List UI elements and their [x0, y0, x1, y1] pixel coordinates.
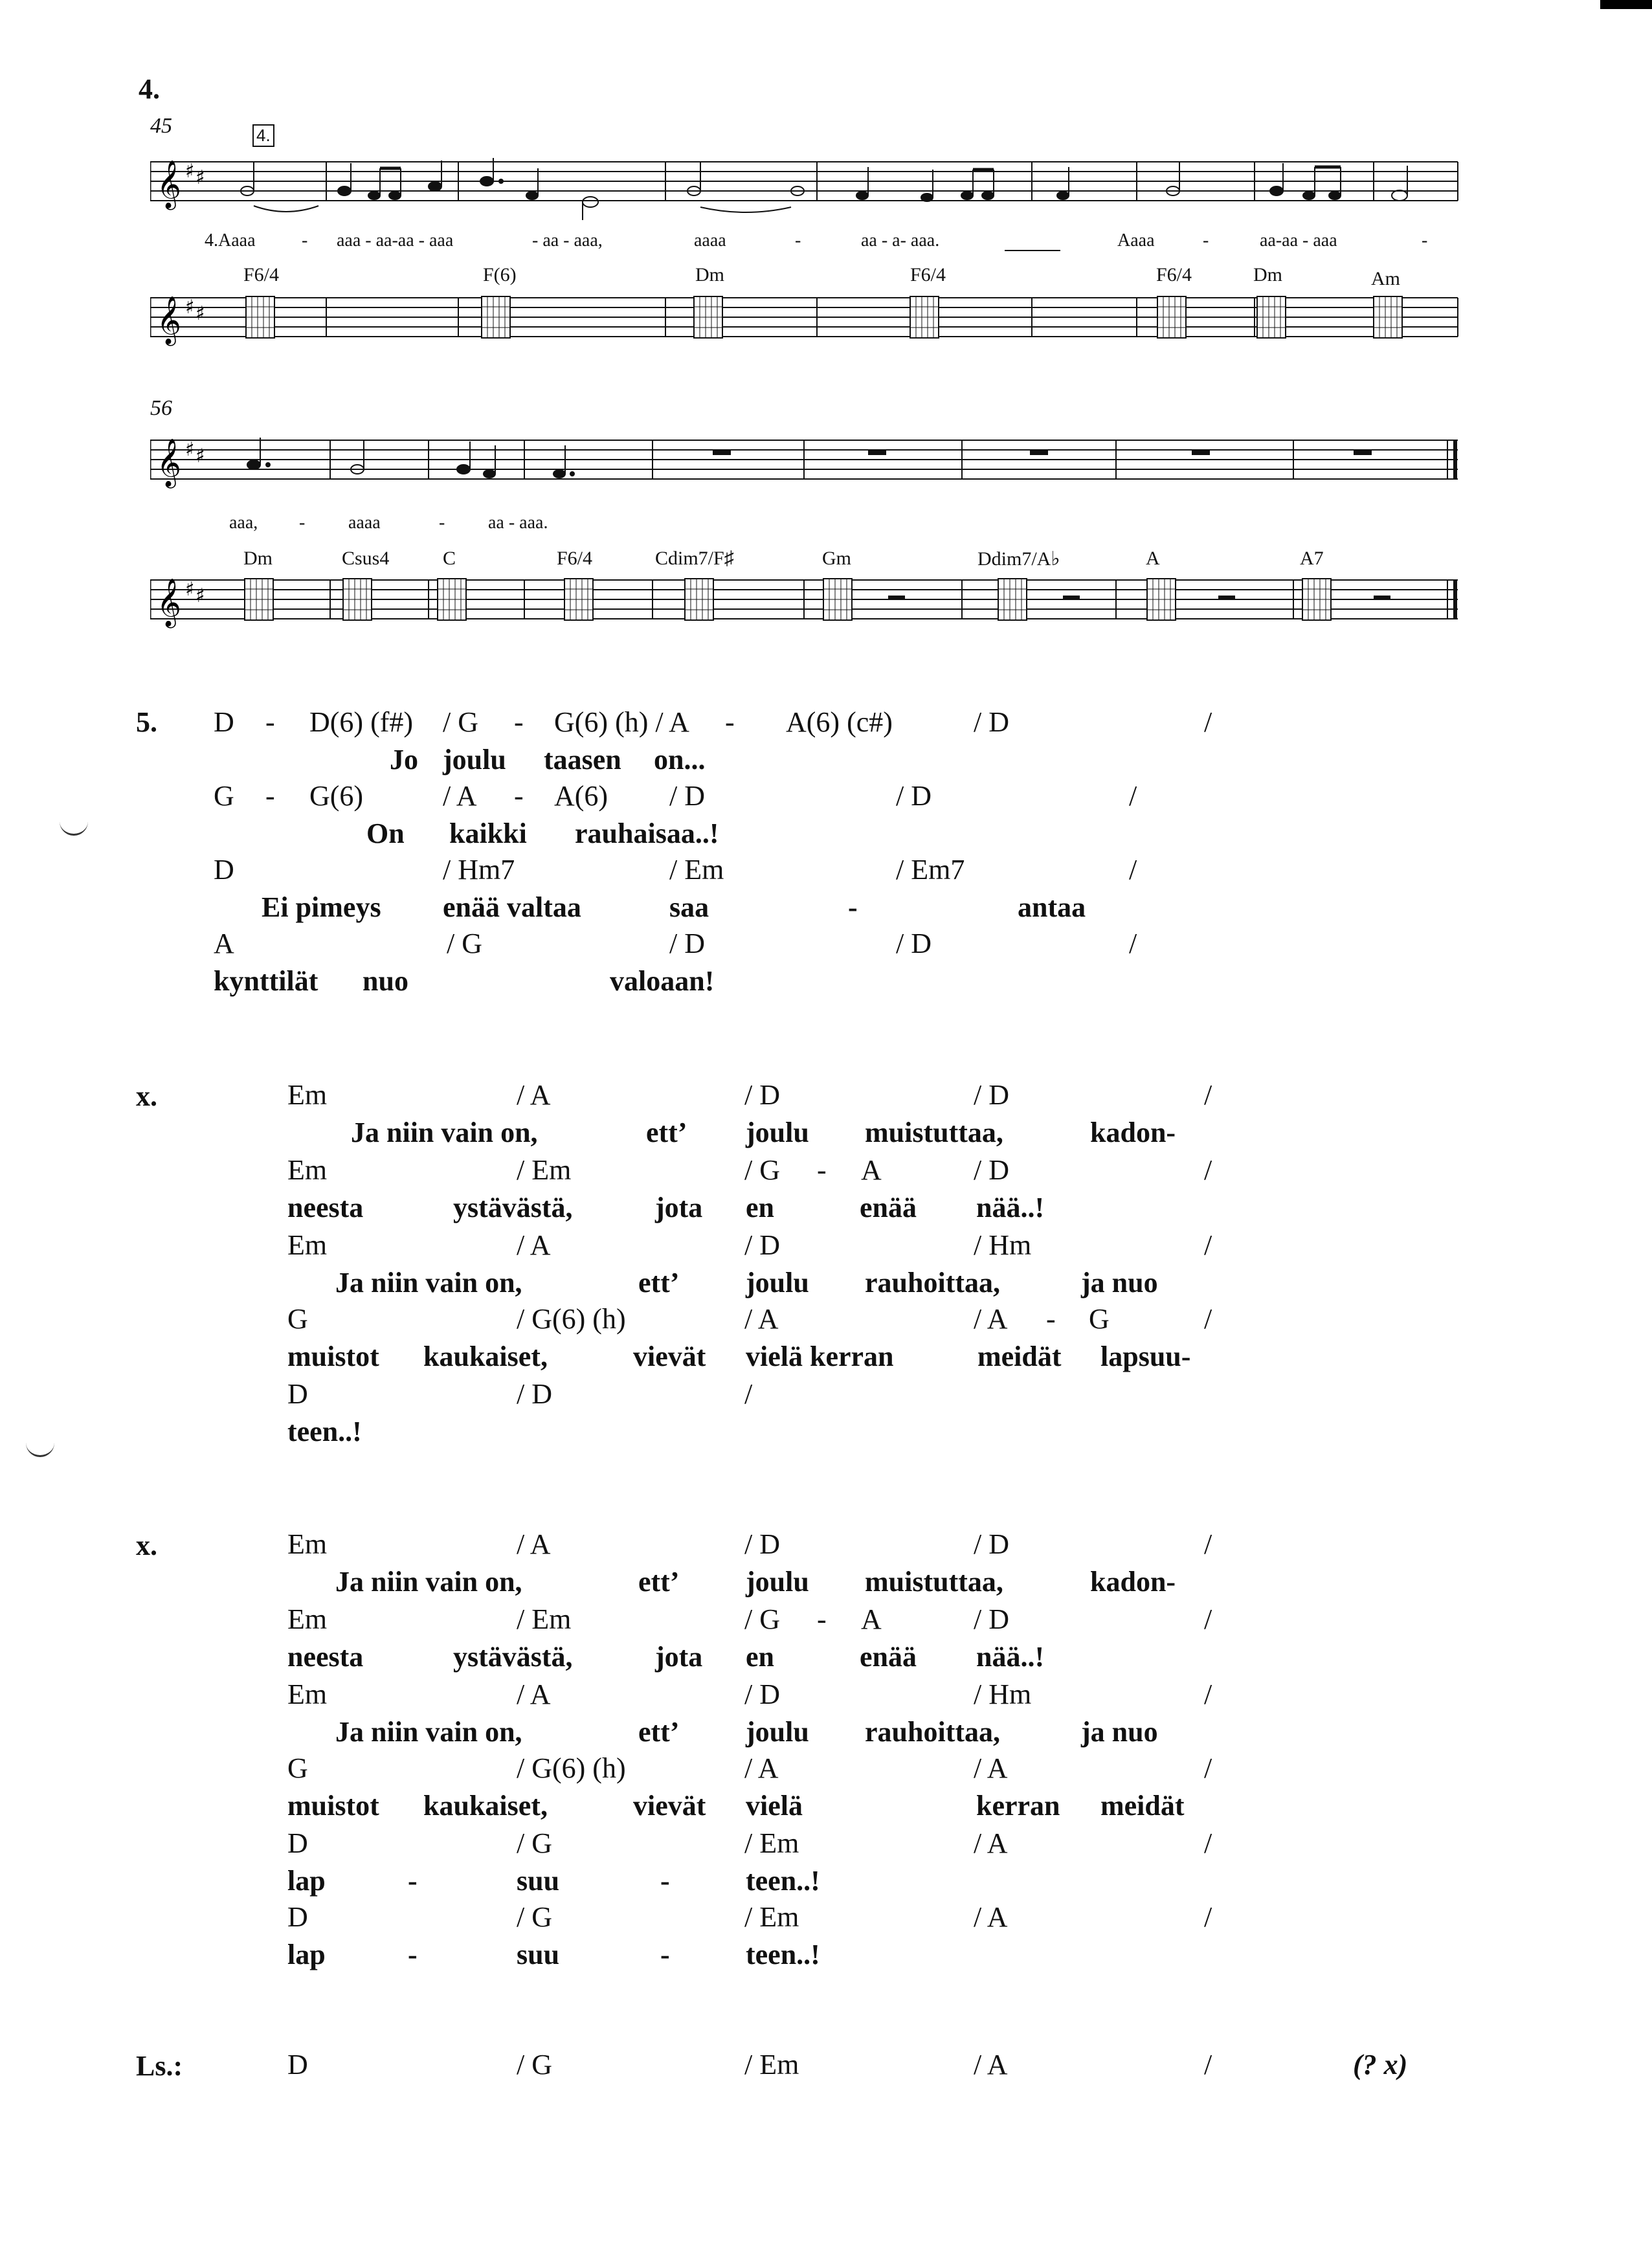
- chord: / A: [974, 1901, 1008, 1933]
- lyric: lapsuu-: [1100, 1341, 1191, 1372]
- lyric: ja nuo: [1081, 1716, 1158, 1748]
- lyric: vievät: [633, 1341, 706, 1372]
- svg-text:♯: ♯: [185, 296, 195, 318]
- lyric: ystävästä,: [453, 1192, 573, 1223]
- lyric: enää: [860, 1641, 917, 1673]
- chord: G(6): [309, 780, 364, 812]
- svg-text:♯: ♯: [195, 166, 205, 189]
- chord: /: [1129, 854, 1137, 886]
- svg-text:♯: ♯: [185, 160, 195, 183]
- score-lyric: aaa - aa-aa - aaa: [337, 230, 454, 251]
- lyric-extender: [1005, 250, 1060, 251]
- scan-edge-bar: [1600, 0, 1652, 9]
- lyric: muistuttaa,: [865, 1566, 1003, 1598]
- lyric: kadon-: [1090, 1566, 1176, 1598]
- lyric: antaa: [1018, 891, 1086, 923]
- score-lyric: -: [1203, 230, 1209, 251]
- lyric: saa: [669, 891, 709, 923]
- chord-name: Dm: [243, 548, 273, 569]
- chord: / D: [744, 1079, 780, 1111]
- pen-mark: [26, 1429, 54, 1457]
- chord: / A: [517, 1528, 551, 1560]
- chord: / G: [744, 1603, 780, 1635]
- chord: / A: [517, 1229, 551, 1261]
- measure-number-56: 56: [150, 396, 172, 420]
- chord: / A: [974, 1752, 1008, 1784]
- score-lyric: aaaa: [348, 513, 381, 533]
- chord: -: [725, 706, 735, 738]
- chord: / D: [517, 1378, 552, 1410]
- lyric: ett’: [638, 1566, 680, 1598]
- chord: A: [861, 1603, 882, 1635]
- lyric: rauhaisaa..!: [575, 818, 719, 849]
- chord: / Em: [517, 1154, 572, 1186]
- chord: D: [287, 1827, 308, 1859]
- lyric: joulu: [443, 744, 506, 775]
- chord: -: [265, 706, 275, 738]
- lyric: kaikki: [449, 818, 527, 849]
- chord: /: [1204, 1154, 1212, 1186]
- chord: / D: [669, 780, 705, 812]
- chord: A: [214, 928, 234, 959]
- chord-name: Dm: [1253, 264, 1282, 285]
- score-lyric: -: [299, 513, 306, 533]
- svg-text:♯: ♯: [195, 585, 205, 607]
- chord: / D: [744, 1528, 780, 1560]
- chord: / D: [974, 1154, 1009, 1186]
- lyric: Ja niin vain on,: [351, 1117, 538, 1148]
- lyric: on...: [654, 744, 706, 775]
- chord: /: [1129, 780, 1137, 812]
- chord: / G: [744, 1154, 780, 1186]
- chord: D(6) (f#): [309, 706, 414, 738]
- lyric: Ja niin vain on,: [335, 1566, 522, 1598]
- chord: / Em: [744, 1901, 799, 1933]
- chord: /: [1129, 928, 1137, 959]
- outro-label: Ls.:: [136, 2050, 183, 2082]
- score-lyric: -: [439, 513, 445, 533]
- lyric: -: [660, 1865, 670, 1897]
- pen-mark: [60, 808, 88, 836]
- lyric: suu: [517, 1865, 560, 1897]
- chord: Em: [287, 1528, 328, 1560]
- score-lyric: aaa,: [229, 513, 258, 533]
- lyric: kaukaiset,: [423, 1341, 548, 1372]
- chord: / Hm7: [443, 854, 515, 886]
- chord: / G: [517, 1901, 552, 1933]
- svg-text:𝄞: 𝄞: [157, 161, 181, 208]
- chord-name: F6/4: [243, 264, 280, 285]
- lyric: teen..!: [746, 1939, 820, 1970]
- chord: -: [817, 1154, 827, 1186]
- chord: D: [287, 1901, 308, 1933]
- chord: / Em: [744, 2049, 799, 2080]
- lyric: meidät: [977, 1341, 1062, 1372]
- lyric: nää..!: [976, 1641, 1045, 1673]
- chord: G(6) (h) / A: [554, 706, 689, 738]
- chord: / A: [974, 2049, 1008, 2080]
- measure-number-45: 45: [150, 114, 172, 138]
- lyric: -: [848, 891, 858, 923]
- chord: D: [287, 1378, 308, 1410]
- chord: / G(6) (h): [517, 1752, 626, 1784]
- repeat-note: (? x): [1353, 2049, 1408, 2080]
- lyric: joulu: [746, 1566, 809, 1598]
- chord-name: C: [443, 548, 456, 569]
- lyric: jota: [655, 1192, 703, 1223]
- chord: / D: [974, 1603, 1009, 1635]
- chord: / A: [744, 1303, 779, 1335]
- chord: / A: [517, 1678, 551, 1710]
- chord: G: [1089, 1303, 1110, 1335]
- chorus-1-label: x.: [136, 1080, 157, 1112]
- lyric: ett’: [638, 1716, 680, 1748]
- chord-name: Gm: [822, 548, 851, 569]
- chord: /: [1204, 2049, 1212, 2080]
- score-lyric: -: [302, 230, 308, 251]
- lyric: en: [746, 1192, 774, 1223]
- lyric: muistot: [287, 1790, 379, 1822]
- lyric: ja nuo: [1081, 1267, 1158, 1299]
- lyric: Ja niin vain on,: [335, 1267, 522, 1299]
- lyric: nuo: [363, 965, 408, 997]
- chord: -: [265, 780, 275, 812]
- lyric: joulu: [746, 1716, 809, 1748]
- chord: /: [1204, 1528, 1212, 1560]
- chord: /: [744, 1378, 753, 1410]
- score-lyric: aa - aaa.: [488, 513, 548, 533]
- chord: / A: [974, 1827, 1008, 1859]
- score-lyric: aa - a- aaa.: [861, 230, 940, 251]
- chord: G: [214, 780, 234, 812]
- rehearsal-mark: 4.: [252, 124, 274, 147]
- lyric: lap: [287, 1939, 326, 1970]
- lyric: enää valtaa: [443, 891, 581, 923]
- lyric: joulu: [746, 1117, 809, 1148]
- svg-text:𝄞: 𝄞: [157, 296, 181, 344]
- lyric: On: [366, 818, 405, 849]
- chord: / D: [896, 928, 932, 959]
- chord: D: [214, 706, 234, 738]
- melody-staff-system1: [150, 155, 1464, 220]
- chord: / D: [669, 928, 705, 959]
- lyric: muistuttaa,: [865, 1117, 1003, 1148]
- chord: -: [514, 706, 524, 738]
- lyric: kadon-: [1090, 1117, 1176, 1148]
- lyric: teen..!: [287, 1416, 362, 1447]
- svg-text:♯: ♯: [195, 302, 205, 325]
- chord: Em: [287, 1154, 328, 1186]
- svg-text:♯: ♯: [185, 438, 195, 461]
- score-lyric: -: [1422, 230, 1428, 251]
- chord: /: [1204, 1229, 1212, 1261]
- lyric: nää..!: [976, 1192, 1045, 1223]
- chord: -: [514, 780, 524, 812]
- melody-staff-system2: [150, 434, 1464, 498]
- chord: G: [287, 1752, 308, 1784]
- chord: / Em: [669, 854, 724, 886]
- chord: /: [1204, 1827, 1212, 1859]
- score-lyric: -: [795, 230, 801, 251]
- lyric: Jo: [390, 744, 418, 775]
- lyric: lap: [287, 1865, 326, 1897]
- guitar-staff-system1: [150, 285, 1464, 350]
- chord: A(6) (c#): [786, 706, 893, 738]
- lyric: taasen: [544, 744, 621, 775]
- lyric: ett’: [646, 1117, 687, 1148]
- score-lyric: aa-aa - aaa: [1260, 230, 1337, 251]
- lyric: suu: [517, 1939, 560, 1970]
- chord: Em: [287, 1678, 328, 1710]
- chord: -: [817, 1603, 827, 1635]
- chord: / G: [517, 2049, 552, 2080]
- chord: / A: [744, 1752, 779, 1784]
- chord: /: [1204, 1752, 1212, 1784]
- lyric: -: [660, 1939, 670, 1970]
- lyric: muistot: [287, 1341, 379, 1372]
- chord: A: [861, 1154, 882, 1186]
- lyric: neesta: [287, 1192, 364, 1223]
- lyric: rauhoittaa,: [865, 1267, 1000, 1299]
- chord-name: A: [1146, 548, 1160, 569]
- lyric: en: [746, 1641, 774, 1673]
- lyric: -: [408, 1865, 418, 1897]
- chord-name: Ddim7/A♭: [977, 548, 1060, 570]
- score-lyric: - aa - aaa,: [532, 230, 603, 251]
- chord-name: F(6): [483, 264, 517, 285]
- section-4-number: 4.: [139, 73, 160, 105]
- chord: / Hm: [974, 1678, 1032, 1710]
- chord: /: [1204, 1678, 1212, 1710]
- chord: Em: [287, 1079, 328, 1111]
- chord: / D: [974, 1079, 1009, 1111]
- chord-name: Am: [1371, 268, 1400, 289]
- chord-name: F6/4: [557, 548, 593, 569]
- chord: / Em: [517, 1603, 572, 1635]
- chord: -: [1046, 1303, 1056, 1335]
- score-lyric: aaaa: [694, 230, 726, 251]
- svg-text:♯: ♯: [195, 445, 205, 467]
- lyric: kaukaiset,: [423, 1790, 548, 1822]
- score-lyric: 4.Aaaa: [205, 230, 256, 251]
- lyric: Ja niin vain on,: [335, 1716, 522, 1748]
- chord-name: A7: [1300, 548, 1324, 569]
- chord: /: [1204, 1901, 1212, 1933]
- chord: /: [1204, 706, 1212, 738]
- chord: G: [287, 1303, 308, 1335]
- chord: Em: [287, 1603, 328, 1635]
- lyric: valoaan!: [610, 965, 715, 997]
- lyric: kerran: [976, 1790, 1060, 1822]
- chord: / G(6) (h): [517, 1303, 626, 1335]
- chord: / A: [443, 780, 477, 812]
- chord: / G: [443, 706, 478, 738]
- chord: / Em: [744, 1827, 799, 1859]
- lyric: jota: [655, 1641, 703, 1673]
- svg-text:♯: ♯: [185, 578, 195, 601]
- guitar-staff-system2: [150, 567, 1464, 632]
- chord: / D: [744, 1678, 780, 1710]
- chord: D: [214, 854, 234, 886]
- chord: / A: [974, 1303, 1008, 1335]
- chord-name: F6/4: [910, 264, 946, 285]
- chord: / D: [974, 706, 1009, 738]
- chord: D: [287, 2049, 308, 2080]
- chord-name: F6/4: [1156, 264, 1192, 285]
- chord: A(6): [554, 780, 608, 812]
- chord: / D: [896, 780, 932, 812]
- lyric: vievät: [633, 1790, 706, 1822]
- chord: / Hm: [974, 1229, 1032, 1261]
- svg-text:𝄞: 𝄞: [157, 579, 181, 627]
- chord: /: [1204, 1303, 1212, 1335]
- chord: Em: [287, 1229, 328, 1261]
- section-5-number: 5.: [136, 706, 157, 738]
- lyric: meidät: [1100, 1790, 1185, 1822]
- chord: / G: [447, 928, 482, 959]
- lyric: rauhoittaa,: [865, 1716, 1000, 1748]
- lyric: enää: [860, 1192, 917, 1223]
- lyric: Ei pimeys: [262, 891, 381, 923]
- lyric: ystävästä,: [453, 1641, 573, 1673]
- chord: / D: [974, 1528, 1009, 1560]
- lyric: vielä: [746, 1790, 803, 1822]
- chord-name: Dm: [695, 264, 724, 285]
- chord-name: Csus4: [342, 548, 390, 569]
- chord: / A: [517, 1079, 551, 1111]
- lyric: joulu: [746, 1267, 809, 1299]
- lyric: neesta: [287, 1641, 364, 1673]
- chord: /: [1204, 1603, 1212, 1635]
- chord: / Em7: [896, 854, 965, 886]
- chord: /: [1204, 1079, 1212, 1111]
- chord-name: Cdim7/F♯: [655, 548, 734, 569]
- lyric: teen..!: [746, 1865, 820, 1897]
- chord: / G: [517, 1827, 552, 1859]
- lyric: vielä kerran: [746, 1341, 894, 1372]
- lyric: ett’: [638, 1267, 680, 1299]
- lyric: kynttilät: [214, 965, 318, 997]
- svg-text:𝄞: 𝄞: [157, 439, 181, 487]
- chord: / D: [744, 1229, 780, 1261]
- chorus-2-label: x.: [136, 1530, 157, 1561]
- lyric: -: [408, 1939, 418, 1970]
- score-lyric: Aaaa: [1117, 230, 1155, 251]
